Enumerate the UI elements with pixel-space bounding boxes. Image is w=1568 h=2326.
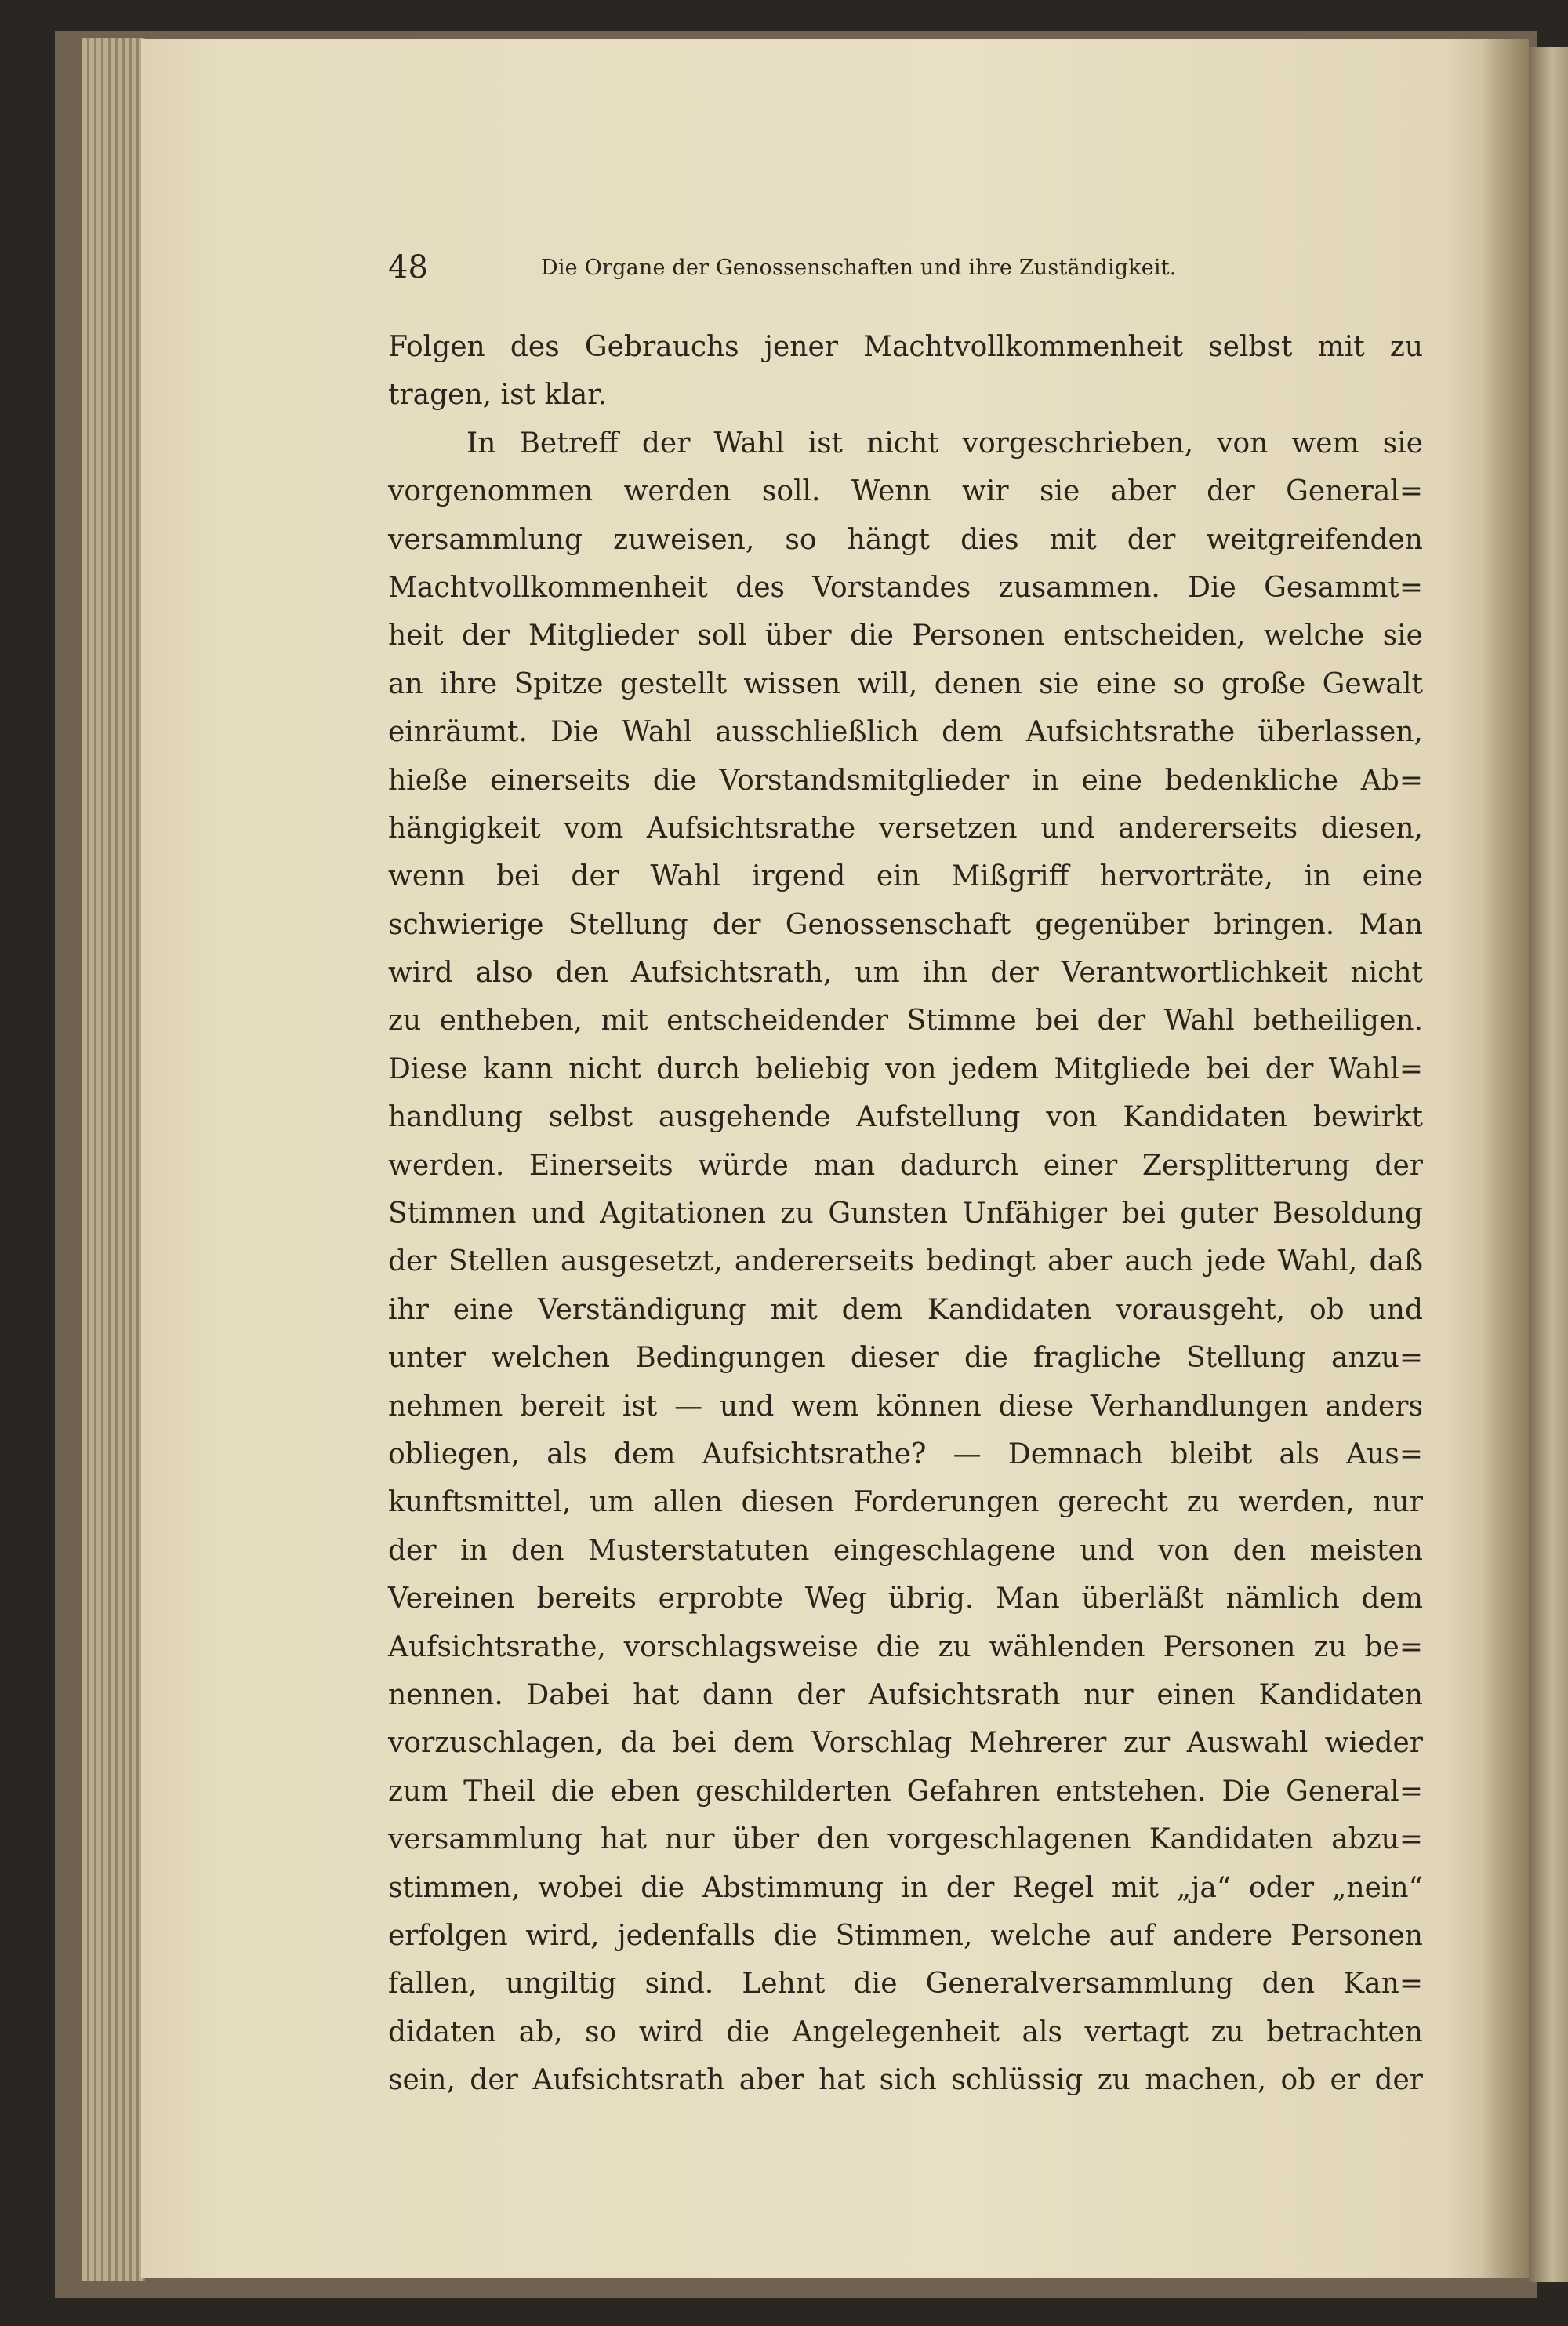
text-line: wird also den Aufsichtsrath, um ihn der Verantwortlichkeit nicht <box>388 957 1423 990</box>
text-line: wenn bei der Wahl irgend ein Mißgriff hervorträte, in eine <box>388 860 1423 893</box>
text-line: kunftsmittel, um allen diesen Forderungen gerecht zu werden, nur <box>388 1486 1423 1519</box>
text-line: sein, der Aufsichtsrath aber hat sich schlüssig zu machen, ob er der <box>388 2064 1423 2097</box>
spine-shadow <box>1482 39 1529 2278</box>
text-line: nennen. Dabei hat dann der Aufsichtsrath nur einen Kandidaten <box>388 1678 1423 1711</box>
text-line: didaten ab, so wird die Angelegenheit als vertagt zu betrachten <box>388 2015 1423 2048</box>
text-line: tragen, ist klar. <box>388 379 607 412</box>
text-line: Aufsichtsrathe, vorschlagsweise die zu wählenden Personen zu be= <box>388 1630 1423 1663</box>
text-line: fallen, ungiltig sind. Lehnt die Generalversammlung den Kan= <box>388 1968 1423 2001</box>
text-line: hängigkeit vom Aufsichtsrathe versetzen und andererseits diesen, <box>388 812 1423 845</box>
text-line: Stimmen und Agitationen zu Gunsten Unfähiger bei guter Besoldung <box>388 1198 1423 1230</box>
text-line: werden. Einerseits würde man dadurch einer Zersplitterung der <box>388 1149 1423 1182</box>
text-line: heit der Mitglieder soll über die Personen entscheiden, welche sie <box>388 620 1423 652</box>
text-line: nehmen bereit ist — und wem können diese Verhandlungen anders <box>388 1390 1423 1423</box>
facing-page-edge <box>1529 47 1568 2282</box>
text-line: der Stellen ausgesetzt, andererseits bedingt aber auch jede Wahl, daß <box>388 1245 1423 1278</box>
text-line: erfolgen wird, jedenfalls die Stimmen, welche auf andere Personen <box>388 1919 1423 1952</box>
text-line: unter welchen Bedingungen dieser die fragliche Stellung anzu= <box>388 1342 1423 1375</box>
text-line: vorzuschlagen, da bei dem Vorschlag Mehrerer zur Auswahl wieder <box>388 1727 1423 1760</box>
text-line: obliegen, als dem Aufsichtsrathe? — Demnach bleibt als Aus= <box>388 1437 1423 1470</box>
text-line: zum Theil die eben geschilderten Gefahren entstehen. Die General= <box>388 1775 1423 1808</box>
text-line: versammlung zuweisen, so hängt dies mit der weitgreifenden <box>388 523 1423 556</box>
text-line: handlung selbst ausgehende Aufstellung von Kandidaten bewirkt <box>388 1101 1423 1134</box>
text-line: einräumt. Die Wahl ausschließlich dem Aufsichtsrathe überlassen, <box>388 716 1423 749</box>
running-title: Die Organe der Genossenschaften und ihre Zuständigkeit. <box>541 256 1177 280</box>
page-number: 48 <box>388 249 428 285</box>
text-line: versammlung hat nur über den vorgeschlagenen Kandidaten abzu= <box>388 1823 1423 1856</box>
text-line: der in den Musterstatuten eingeschlagene und von den meisten <box>388 1534 1423 1567</box>
body-text <box>388 323 1423 2104</box>
text-line: Vereinen bereits erprobte Weg übrig. Man überläßt nämlich dem <box>388 1583 1423 1615</box>
text-line: vorgenommen werden soll. Wenn wir sie aber der General= <box>388 475 1423 508</box>
text-line: zu entheben, mit entscheidender Stimme bei der Wahl betheiligen. <box>388 1005 1423 1038</box>
text-line: Machtvollkommenheit des Vorstandes zusammen. Die Gesammt= <box>388 571 1423 604</box>
page-stack-edge <box>82 38 145 2281</box>
page-header <box>388 249 1274 296</box>
text-line: In Betreff der Wahl ist nicht vorgeschrieben, von wem sie <box>466 427 1423 460</box>
text-line: an ihre Spitze gestellt wissen will, denen sie eine so große Gewalt <box>388 667 1423 700</box>
text-line: ihr eine Verständigung mit dem Kandidaten vorausgeht, ob und <box>388 1293 1423 1326</box>
text-line: Folgen des Gebrauchs jener Machtvollkommenheit selbst mit zu <box>388 331 1423 363</box>
text-line: stimmen, wobei die Abstimmung in der Regel mit „ja“ oder „nein“ <box>388 1871 1423 1904</box>
text-line: Diese kann nicht durch beliebig von jedem Mitgliede bei der Wahl= <box>388 1052 1423 1085</box>
text-line: schwierige Stellung der Genossenschaft gegenüber bringen. Man <box>388 908 1423 941</box>
text-line: hieße einerseits die Vorstandsmitglieder in eine bedenkliche Ab= <box>388 764 1423 797</box>
